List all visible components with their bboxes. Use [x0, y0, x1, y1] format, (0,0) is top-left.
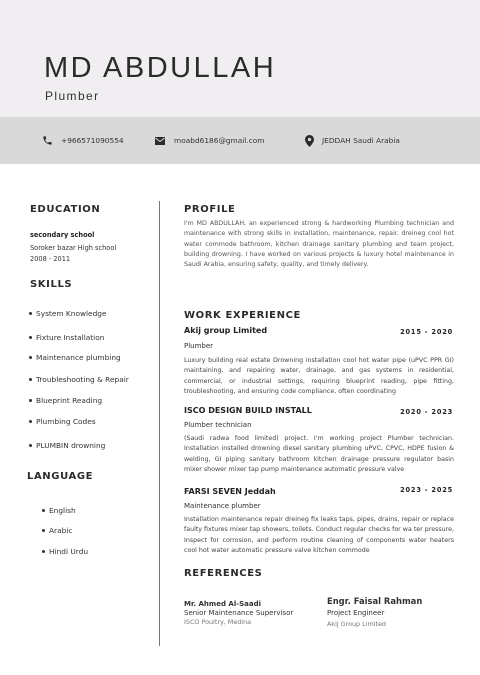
job-dates: 2023 - 2025 [400, 486, 453, 494]
references-heading: REFERENCES [184, 568, 263, 579]
job-company: Akij group Limited [184, 326, 268, 335]
reference-title: Project Engineer [327, 609, 385, 617]
list-item: Plumbing Codes [36, 417, 96, 426]
location-pin-icon [305, 135, 314, 147]
reference-name: Mr. Ahmed Al-Saadi [184, 600, 262, 608]
contact-bar [0, 117, 480, 164]
job-description: Installation maintenance repair dreineg fix leaks taps, pipes, drains, repair or replace faulty fixtures mixer tap showers, toilets. Conduct regular checks for wa ter pressure, Inspect for corrosion, and perform routine cleaning of components water heaters cool hot water automatic pressure valve kitchen commode [184, 516, 454, 554]
education-level: secondary school [30, 231, 95, 239]
contact-location [305, 117, 400, 164]
contact-email [154, 117, 265, 164]
mail-icon [154, 136, 166, 146]
job-dates: 2015 - 2020 [400, 328, 453, 336]
column-divider [159, 201, 160, 646]
list-item: Blueprint Reading [36, 396, 103, 405]
education-years: 2008 - 2011 [30, 255, 71, 263]
list-item: Maintenance plumbing [36, 353, 121, 362]
list-item: English [49, 506, 76, 515]
list-item: Hindi Urdu [49, 547, 89, 556]
experience-heading: WORK EXPERIENCE [184, 310, 301, 321]
list-item: Troubleshooting & Repair [36, 375, 129, 384]
reference-name: Engr. Faisal Rahman [327, 596, 423, 606]
job-company: FARSI SEVEN Jeddah [184, 487, 276, 496]
list-item: Arabic [49, 526, 73, 535]
profile-heading: PROFILE [184, 204, 236, 215]
job-role: Plumber [184, 342, 214, 350]
list-item: PLUMBIN drowning [36, 441, 106, 450]
job-role: Maintenance plumber [184, 502, 261, 510]
candidate-role: Plumber [45, 89, 100, 103]
reference-org: ISCO Poultry, Medina [184, 618, 252, 626]
reference-org: Akij Group Limited [327, 620, 386, 628]
education-school: Soroker bazar High school [30, 244, 117, 252]
candidate-name: MD ABDULLAH [44, 52, 277, 84]
job-dates: 2020 - 2023 [400, 408, 453, 416]
job-company: ISCO DESIGN BUILD INSTALL [184, 406, 312, 415]
job-description: (Saudi radwa food limited) project. I'm working project Plumber technician. Installation installed drowning diesel sanitary plumbing uPVC, CPVC, HDPE fusion & welding, GI piping sanitary bathroom kitchen drainage pressure regulator basin mixer shower mixer tap pump maintenance automatic pressure valve [184, 435, 454, 473]
job-role: Plumber technician [184, 421, 252, 429]
profile-text: I'm MD ABDULLAH, an experienced strong & hardworking Plumbing technician and maintenance with strong skills in installation, maintenance, repair. dreineg cool hot water commode bathroom, kitchen drainage sanitary plumbing and team project, building drowning. I have worked on various projects & luxury hotel maintenance in Saudi Arabia, ensuring safety, quality, and timely delivery. [184, 220, 454, 269]
list-item: System Knowledge [36, 309, 107, 318]
email-text: moabd6186@gmail.com [174, 136, 265, 145]
list-item: Fixture Installation [36, 332, 105, 342]
reference-title: Senior Maintenance Supervisor [184, 609, 294, 617]
education-heading: EDUCATION [30, 204, 101, 215]
language-heading: LANGUAGE [27, 471, 94, 482]
skills-heading: SKILLS [30, 279, 73, 290]
phone-icon [42, 135, 53, 146]
location-text: JEDDAH Saudi Arabia [322, 136, 400, 145]
contact-phone [42, 117, 124, 164]
phone-text: +966571090554 [61, 136, 124, 145]
job-description: Luxury building real estate Drowning installation cool hot water pipe (uPVC PPR GI) maintaining, and repairing water, drainage, and gas systems in residential, commercial, or industrial settings, requiring blueprint reading, pipe fitting, troubleshooting, and ensuring code compliance, often coordinating [184, 357, 454, 395]
